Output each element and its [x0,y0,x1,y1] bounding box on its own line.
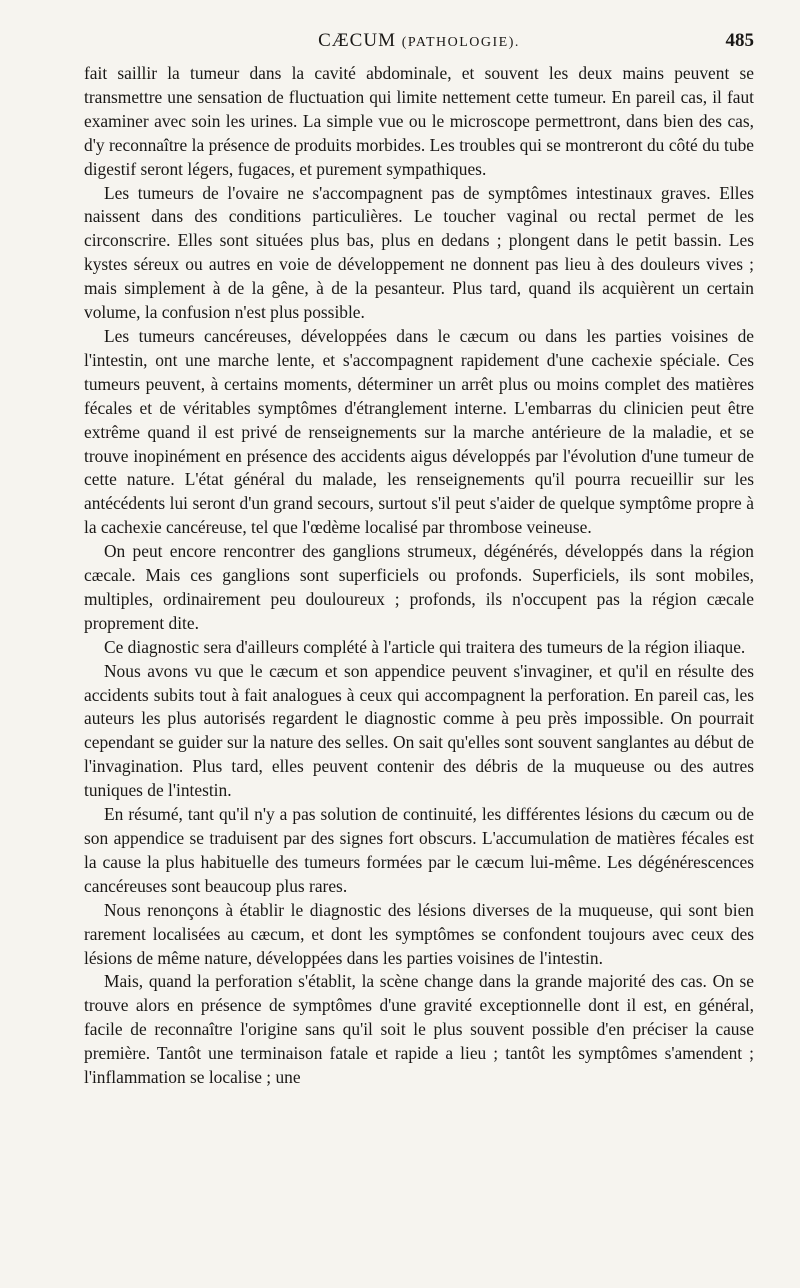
page-number: 485 [725,30,754,51]
paragraph-2: Les tumeurs de l'ovaire ne s'accompagnent pas de symptômes intestinaux graves. Elles naissent dans des conditions particulières. Le toucher vaginal ou rectal permet de les circonscrire. Elles sont situées plus bas, plus en dedans ; plongent dans le petit bassin. Les kystes séreux ou autres en voie de développement ne donnent pas lieu à des douleurs vives ; mais simplement à de la gêne, à de la pesanteur. Plus tard, quand ils acquièrent un certain volume, la confusion n'est plus possible. [84,182,754,323]
paragraph-4: On peut encore rencontrer des ganglions strumeux, dégénérés, développés dans la région cæcale. Mais ces ganglions sont superficiels ou profonds. Superficiels, ils sont mobiles, multiples, ordinairement peu douloureux ; profonds, ils n'occupent pas la région cæcale proprement dite. [84,541,754,633]
paragraph-5: Ce diagnostic sera d'ailleurs complété à l'article qui traitera des tumeurs de la région iliaque. [104,636,746,657]
paragraph-6: Nous avons vu que le cæcum et son appendice peuvent s'invaginer, et qu'il en résulte des accidents subits tout à fait analogues à ceux qui accompagnent la perforation. En pareil cas, les auteurs les plus autorisés regardent le diagnostic comme à peu près impossible. On pourrait cependant se guider sur la nature des selles. On sait qu'elles sont souvent sanglantes au début de l'invagination. Plus tard, elles peuvent contenir des débris de la muqueuse ou des autres tuniques de l'intestin. [84,660,754,801]
running-title [84,30,754,52]
paragraph-9: Mais, quand la perforation s'établit, la scène change dans la grande majorité des cas. On se trouve alors en présence de symptômes d'une gravité exceptionnelle dont il est, en général, facile de reconnaître l'origine sans qu'il soit le plus souvent possible d'en préciser la cause première. Tantôt une terminaison fatale et rapide a lieu ; tantôt les symptômes s'amendent ; l'inflammation se localise ; une [84,971,754,1088]
paragraph-8: Nous renonçons à établir le diagnostic des lésions diverses de la muqueuse, qui sont bien rarement localisées au cæcum, et dont les symptômes se confondent toujours avec ceux des lésions de même nature, développées dans les parties voisines de l'intestin. [84,899,754,968]
section-title: CÆCUM [318,30,396,51]
paragraph-3: Les tumeurs cancéreuses, développées dans le cæcum ou dans les parties voisines de l'intestin, ont une marche lente, et s'accompagnent rapidement d'une cachexie spéciale. Ces tumeurs peuvent, à certains moments, déterminer un arrêt plus ou moins complet des matières fécales et de véritables symptômes d'étranglement interne. L'embarras du clinicien peut être extrême quand il est privé de renseignements sur la marche antérieure de la maladie, et se trouve inopinément en présence des accidents aigus développés par l'évolution d'une tumeur de cette nature. L'état général du malade, les renseignements qu'il pourra recueillir sur les antécédents lui seront d'un grand secours, surtout s'il peut s'aider de quelque symptôme propre à la cachexie cancéreuse, tel que l'œdème localisé par thrombose veineuse. [84,325,754,538]
paragraph-1: fait saillir la tumeur dans la cavité abdominale, et souvent les deux mains peuvent se transmettre une sensation de fluctuation qui limite nettement cette tumeur. En pareil cas, il faut examiner avec soin les urines. La simple vue ou le microscope permettront, dans bien des cas, d'y reconnaître la présence de produits morbides. Les troubles qui se montreront du côté du tube digestif seront légers, fugaces, et purement sympathiques. [84,63,754,179]
body-text [84,62,754,1090]
running-head [84,30,754,58]
section-subtitle: (PATHOLOGIE). [401,35,520,50]
paragraph-7: En résumé, tant qu'il n'y a pas solution de continuité, les différentes lésions du cæcum ou de son appendice se traduisent par des signes fort obscurs. L'accumulation de matières fécales est la cause la plus habituelle des tumeurs formées par le cæcum lui-même. Les dégénérescences cancéreuses sont beaucoup plus rares. [84,804,754,896]
